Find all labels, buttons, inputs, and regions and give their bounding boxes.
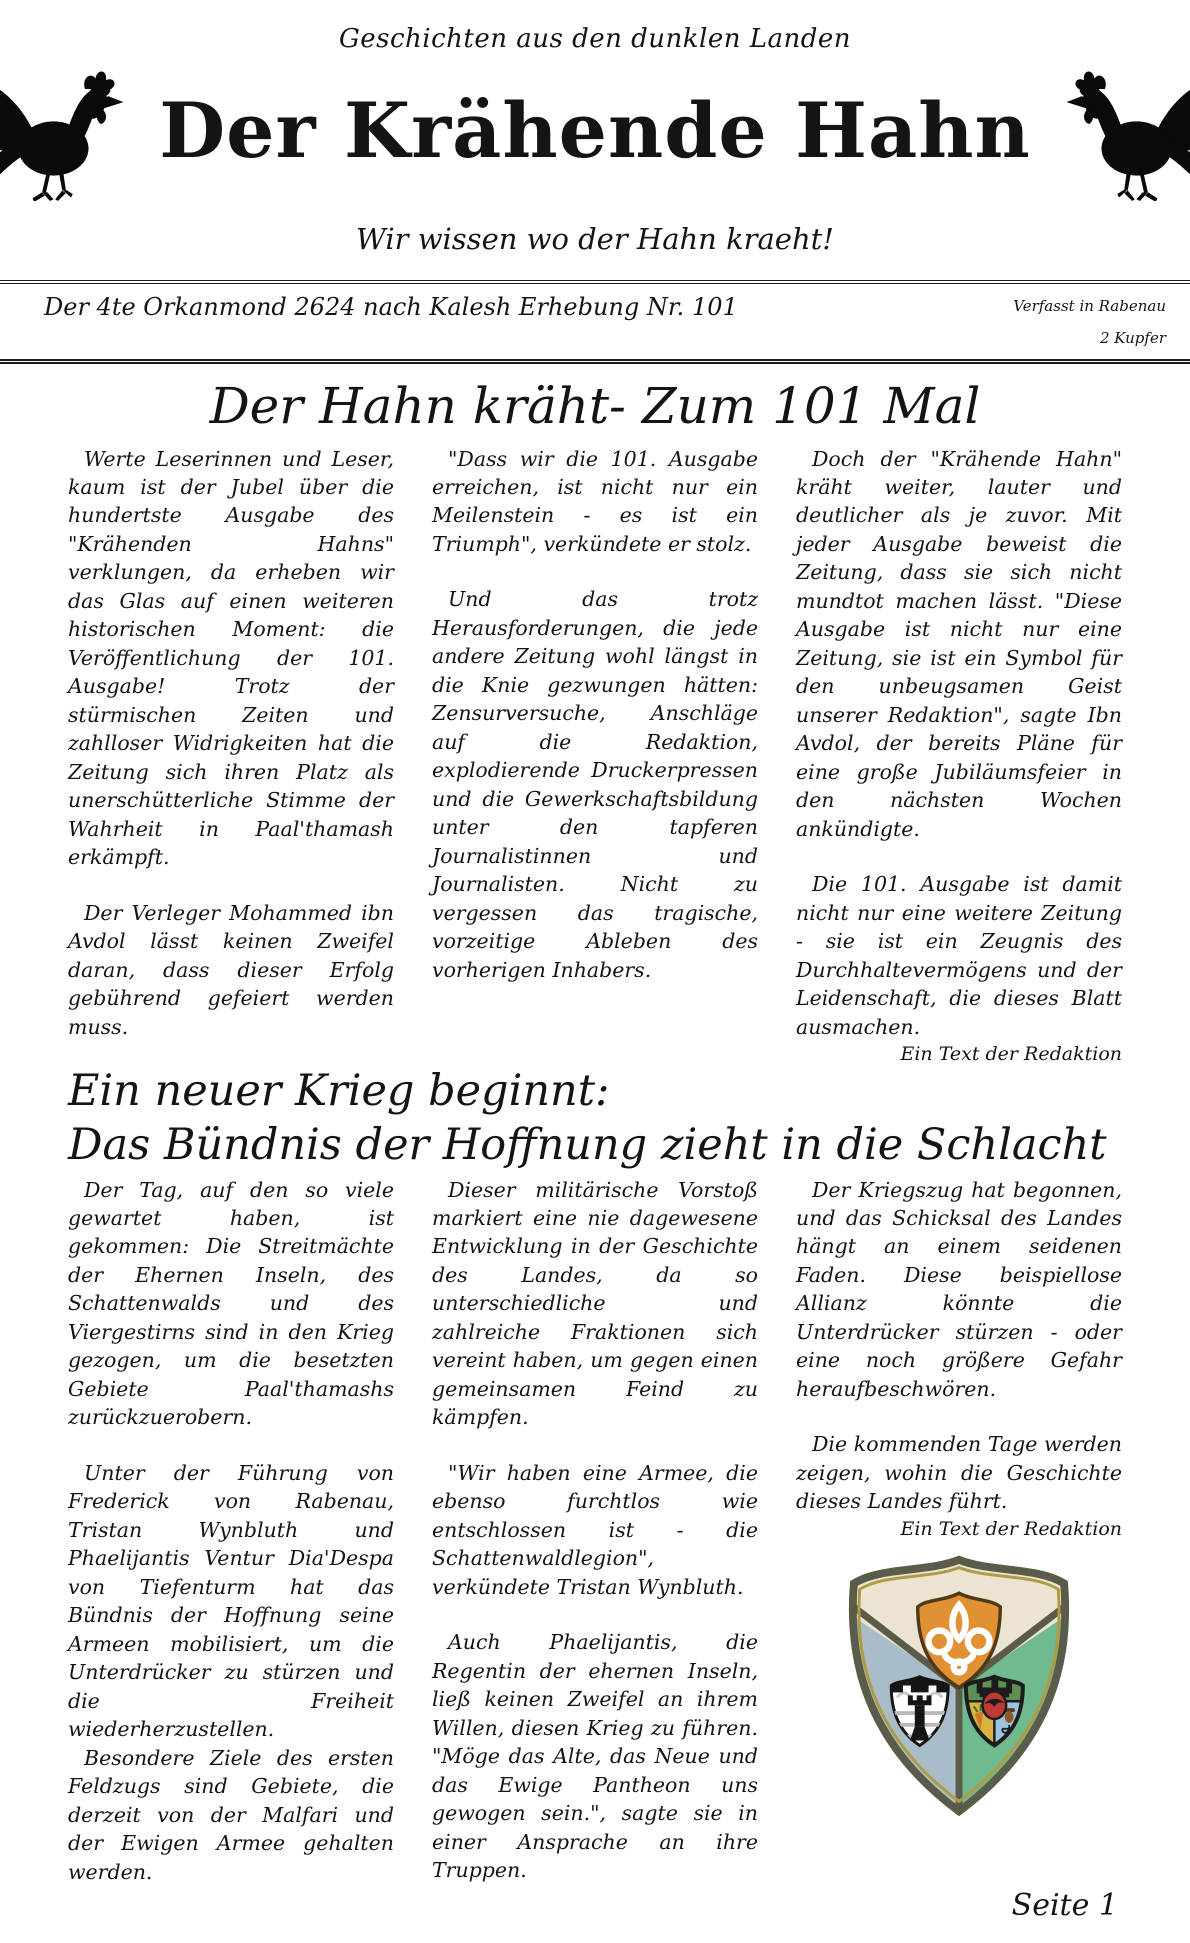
article2-byline: Ein Text der Redaktion	[900, 1517, 1122, 1540]
article2-column-2	[432, 1176, 758, 1887]
dateline-issue: Der 4te Orkanmond 2624 nach Kalesh Erhebung Nr. 101	[44, 293, 738, 321]
paragraph: "Dass wir die 101. Ausgabe erreichen, ist nicht nur ein Meilenstein - es ist ein Triumph", verkündete er stolz.	[432, 446, 758, 556]
dateline-bar	[0, 280, 1190, 364]
dateline-right-block	[1013, 291, 1166, 354]
article1-headline: Der Hahn kräht- Zum 101 Mal	[209, 377, 981, 435]
article2-column-3	[796, 1176, 1122, 1887]
paragraph: Doch der "Krähende Hahn" kräht weiter, lauter und deutlicher als je zuvor. Mit jeder Ausgabe beweist die Zeitung, dass sie sich nicht mundtot machen lässt. "Diese Ausgabe ist nicht nur eine Zeitung, sie ist ein Symbol für den unbeugsamen Geist unserer Redaktion", sagte Ibn Avdol, der bereits Pläne für eine große Jubiläumsfeier in den nächsten Wochen ankündigte.	[796, 446, 1122, 841]
page-number: Seite 1	[1011, 1888, 1118, 1924]
paragraph: Unter der Führung von Frederick von Rabenau, Tristan Wynbluth und Phaelijantis Ventur Dia'Despa von Tiefenturm hat das Bündnis der Hoffnung seine Armeen mobilisiert, um die Unterdrücker zu stürzen und die Freiheit wiederherzustellen.	[68, 1460, 394, 1742]
paragraph: Die kommenden Tage werden zeigen, wohin die Geschichte dieses Landes führt.	[796, 1432, 1122, 1514]
article-hahn-kraeht	[68, 377, 1122, 1066]
article1-column-3	[796, 445, 1122, 1066]
dateline-price: 2 Kupfer	[1099, 328, 1166, 347]
paragraph: Auch Phaelijantis, die Regentin der ehernen Inseln, ließ keinen Zweifel an ihrem Willen, diesen Krieg zu führen. "Möge das Alte, das Neue und das Ewige Pantheon uns gewogen sein.", sagte sie in einer Ansprache an ihre Truppen.	[432, 1630, 758, 1883]
article2-columns	[68, 1176, 1122, 1887]
masthead	[0, 24, 1190, 256]
paragraph: Der Verleger Mohammed ibn Avdol lässt keinen Zweifel daran, dass dieser Erfolg gebührend gefeiert werden muss.	[68, 900, 394, 1039]
article-neuer-krieg	[68, 1067, 1122, 1886]
paragraph: Die 101. Ausgabe ist damit nicht nur eine weitere Zeitung - sie ist ein Zeugnis des Durchhaltevermögens und der Leidenschaft, die dieses Blatt ausmachen.	[796, 872, 1122, 1039]
rooster-left-icon	[0, 61, 155, 201]
paragraph: Werte Leserinnen und Leser, kaum ist der Jubel über die hundertste Ausgabe des "Krähenden Hahns" verklungen, da erheben wir das Glas auf einen weiteren historischen Moment: die Veröffentlichung der 101. Ausgabe! Trotz der stürmischen Zeiten und zahlloser Widrigkeiten hat die Zeitung sich ihren Platz als unerschütterliche Stimme der Wahrheit in Paal'thamash erkämpft.	[68, 446, 394, 870]
paragraph: Besondere Ziele des ersten Feldzugs sind Gebiete, die derzeit von der Malfari und der Ewigen Armee gehalten werden.	[68, 1745, 394, 1884]
article1-column-2	[432, 445, 758, 1066]
masthead-title-row	[0, 56, 1190, 206]
paragraph: "Wir haben eine Armee, die ebenso furchtlos wie entschlossen ist - die Schattenwaldlegion", verkündete Tristan Wynbluth.	[432, 1460, 758, 1599]
article2-headline-line1: Ein neuer Krieg beginnt:	[68, 1066, 610, 1117]
article1-byline: Ein Text der Redaktion	[900, 1043, 1122, 1066]
article1-columns	[68, 445, 1122, 1066]
article1-column-1	[68, 445, 394, 1066]
alliance-coat-of-arms-icon	[836, 1548, 1082, 1828]
article2-headline-line2: Das Bündnis der Hoffnung zieht in die Schlacht	[68, 1120, 1107, 1171]
masthead-subtitle: Wir wissen wo der Hahn kraeht!	[356, 222, 834, 256]
paragraph: Und das trotz Herausforderungen, die jede andere Zeitung wohl längst in die Knie gezwungen hätten: Zensurversuche, Anschläge auf die Redaktion, explodierende Druckerpressen und die Gewerkschaftsbildung unter den tapferen Journalistinnen und Journalisten. Nicht zu vergessen das tragische, vorzeitige Ableben des vorherigen Inhabers.	[432, 587, 758, 982]
paragraph: Der Kriegszug hat begonnen, und das Schicksal des Landes hängt an einem seidenen Faden. Diese beispiellose Allianz könnte die Unterdrücker stürzen - oder eine noch größere Gefahr heraufbeschwören.	[796, 1177, 1122, 1401]
dateline-place: Verfasst in Rabenau	[1013, 297, 1166, 315]
masthead-tagline: Geschichten aus den dunklen Landen	[338, 24, 852, 54]
rooster-right-icon	[1035, 61, 1190, 201]
page-footer	[0, 1888, 1190, 1923]
paragraph: Der Tag, auf den so viele gewartet haben, ist gekommen: Die Streitmächte der Ehernen Inseln, des Schattenwalds und des Viergestirns sind in den Krieg gezogen, um die besetzten Gebiete Paal'thamashs zurückzuerobern.	[68, 1177, 394, 1430]
masthead-title: Der Krähende Hahn	[159, 86, 1031, 175]
article2-column-1	[68, 1176, 394, 1887]
paragraph: Dieser militärische Vorstoß markiert eine nie dagewesene Entwicklung in der Geschichte des Landes, da so unterschiedliche und zahlreiche Fraktionen sich vereint haben, um gegen einen gemeinsamen Feind zu kämpfen.	[432, 1177, 758, 1430]
